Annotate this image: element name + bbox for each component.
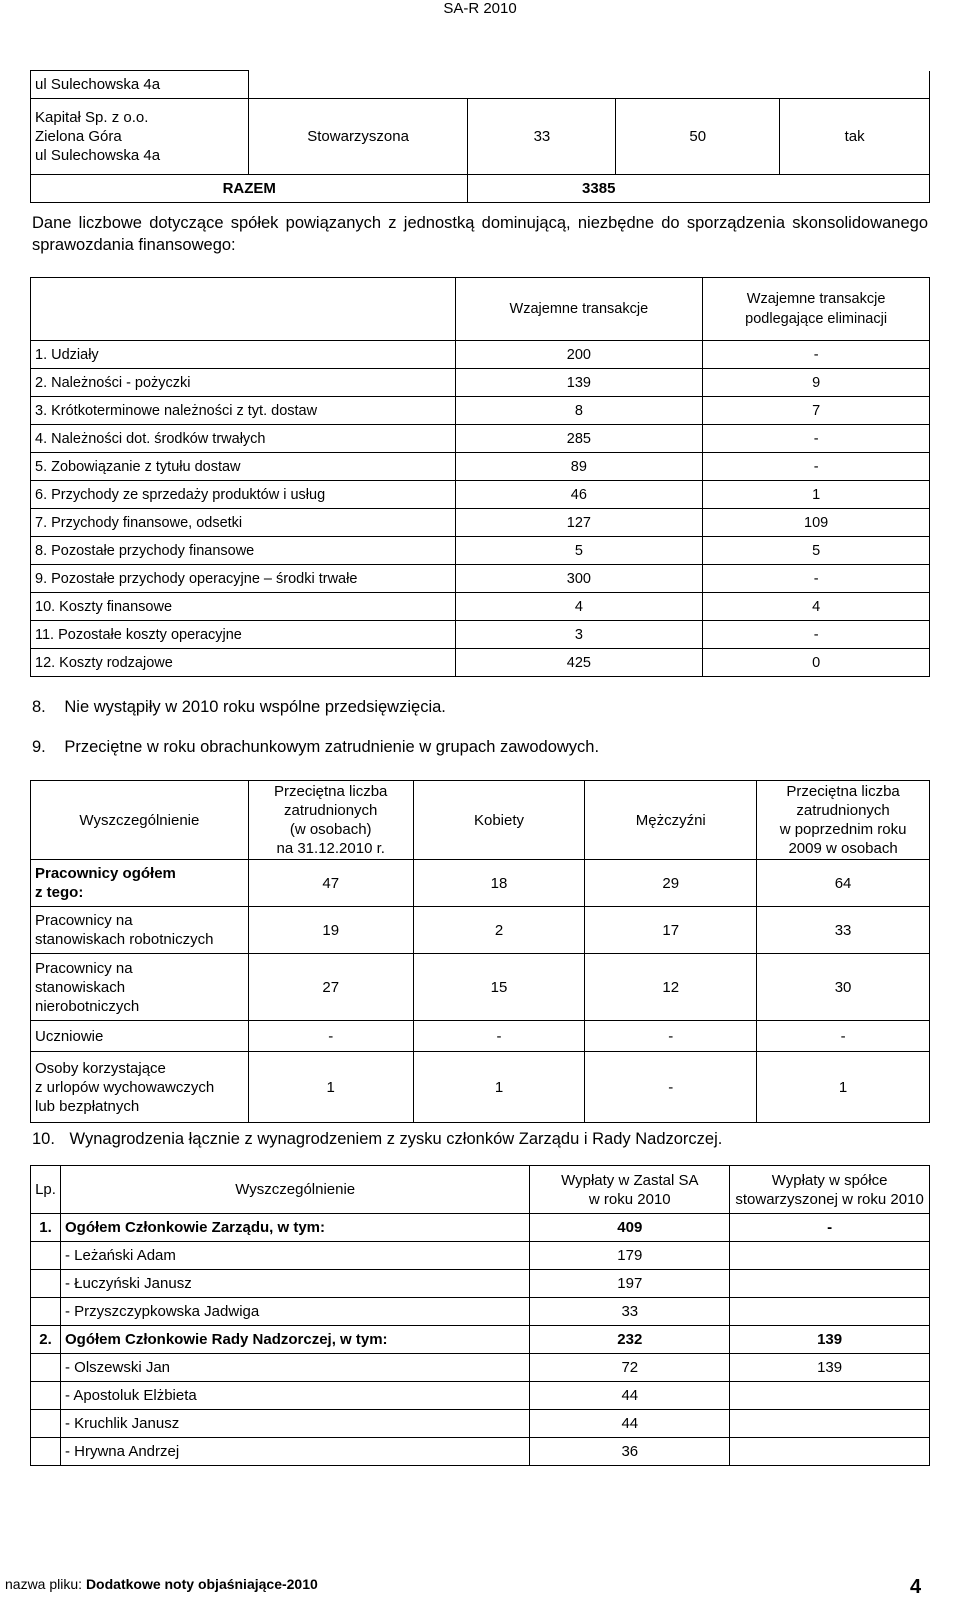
remuneration-assoc: 139 — [730, 1326, 930, 1354]
header-eliminated-line1: Wzajemne transakcje — [746, 291, 886, 307]
header-eliminated-line2: podlegające eliminacji — [745, 311, 888, 327]
remuneration-label: Ogółem Członkowie Rady Nadzorczej, w tym: — [60, 1326, 529, 1354]
transaction-eliminated-value: 7 — [703, 397, 930, 425]
remuneration-zastal: 197 — [530, 1270, 730, 1298]
pay-header-assoc — [730, 1166, 930, 1214]
employment-category-line: Pracownicy na — [35, 959, 133, 977]
header-empty — [31, 278, 456, 341]
section-10-number: 10. — [32, 1130, 55, 1148]
transaction-row — [31, 649, 930, 677]
remuneration-assoc: - — [730, 1214, 930, 1242]
remuneration-row — [31, 1382, 930, 1410]
value-1: 33 — [468, 99, 616, 175]
remuneration-assoc — [730, 1438, 930, 1466]
employment-women: 18 — [413, 860, 585, 907]
remuneration-row — [31, 1242, 930, 1270]
value-2: 50 — [616, 99, 780, 175]
address-cell: ul Sulechowska 4a — [31, 71, 249, 99]
emp-header-men: Mężczyźni — [585, 781, 757, 860]
transaction-mutual-value: 425 — [455, 649, 703, 677]
transaction-mutual-value: 3 — [455, 621, 703, 649]
emp-header-avg — [248, 781, 413, 860]
transaction-eliminated-value: - — [703, 621, 930, 649]
consolidation-paragraph: Dane liczbowe dotyczące spółek powiązanych z jednostką dominującą, niezbędne do sporządzenia skonsolidowanego sprawozdania finansowego: — [32, 214, 928, 254]
pay-header-assoc-1: Wypłaty w spółce — [771, 1171, 888, 1189]
transaction-mutual-value: 200 — [455, 341, 703, 369]
transaction-eliminated-value: 1 — [703, 481, 930, 509]
employment-row — [31, 954, 930, 1021]
remuneration-assoc — [730, 1382, 930, 1410]
company-name: Kapitał Sp. z o.o. — [35, 109, 149, 126]
remuneration-lp: 2. — [31, 1326, 61, 1354]
remuneration-row — [31, 1354, 930, 1382]
employment-row — [31, 1052, 930, 1123]
employment-category-line: lub bezpłatnych — [35, 1097, 140, 1115]
remuneration-row — [31, 1270, 930, 1298]
pay-header-lp: Lp. — [31, 1166, 61, 1214]
emp-header-spec: Wyszczególnienie — [31, 781, 249, 860]
remuneration-zastal: 179 — [530, 1242, 730, 1270]
employment-category-line: nierobotniczych — [35, 997, 140, 1015]
transaction-row — [31, 369, 930, 397]
employment-avg: 1 — [248, 1052, 413, 1123]
employment-category — [31, 1021, 249, 1052]
pay-header-zastal-2: w roku 2010 — [588, 1190, 671, 1208]
remuneration-label: - Olszewski Jan — [60, 1354, 529, 1382]
header-eliminated-transactions — [703, 278, 930, 341]
remuneration-assoc: 139 — [730, 1354, 930, 1382]
transaction-label: 8. Pozostałe przychody finansowe — [31, 537, 456, 565]
transaction-label: 12. Koszty rodzajowe — [31, 649, 456, 677]
transaction-mutual-value: 300 — [455, 565, 703, 593]
transaction-eliminated-value: - — [703, 341, 930, 369]
remuneration-lp: 1. — [31, 1214, 61, 1242]
employment-category — [31, 1052, 249, 1123]
remuneration-lp — [31, 1354, 61, 1382]
employment-women: 1 — [413, 1052, 585, 1123]
emp-header-avg-2: zatrudnionych — [284, 802, 378, 819]
relation-type: Stowarzyszona — [248, 99, 468, 175]
employment-category-line: z tego: — [35, 884, 84, 901]
remuneration-zastal: 44 — [530, 1382, 730, 1410]
employment-women: - — [413, 1021, 585, 1052]
header-mutual-transactions: Wzajemne transakcje — [455, 278, 703, 341]
transaction-eliminated-value: 4 — [703, 593, 930, 621]
transaction-label: 7. Przychody finansowe, odsetki — [31, 509, 456, 537]
employment-men: - — [585, 1021, 757, 1052]
transaction-row — [31, 481, 930, 509]
transaction-label: 4. Należności dot. środków trwałych — [31, 425, 456, 453]
footer-filename — [5, 1576, 318, 1592]
footer-page-number: 4 — [910, 1576, 922, 1598]
emp-header-prev-3: w poprzednim roku — [779, 821, 907, 838]
transaction-eliminated-value: - — [703, 453, 930, 481]
transaction-mutual-value: 127 — [455, 509, 703, 537]
section-9-text: Przeciętne w roku obrachunkowym zatrudnienie w grupach zawodowych. — [64, 738, 600, 756]
transaction-eliminated-value: - — [703, 565, 930, 593]
emp-header-avg-1: Przeciętna liczba — [274, 783, 388, 800]
employment-category-line: z urlopów wychowawczych — [35, 1078, 215, 1096]
footer-prefix: nazwa pliku: — [5, 1576, 86, 1592]
employment-category — [31, 954, 249, 1021]
total-value: 3385 — [468, 175, 930, 203]
transaction-row — [31, 341, 930, 369]
transaction-row — [31, 453, 930, 481]
emp-header-prev — [757, 781, 930, 860]
transactions-table — [30, 277, 930, 677]
associated-company-table — [30, 70, 930, 203]
employment-row — [31, 860, 930, 907]
transactions-body — [31, 341, 930, 677]
transaction-row — [31, 397, 930, 425]
section-8 — [32, 698, 446, 717]
emp-header-avg-3: (w osobach) — [289, 821, 372, 838]
remuneration-zastal: 409 — [530, 1214, 730, 1242]
employment-women: 15 — [413, 954, 585, 1021]
employment-row — [31, 1021, 930, 1052]
employment-category — [31, 860, 249, 907]
flag-value: tak — [780, 99, 930, 175]
page-header-title: SA-R 2010 — [443, 0, 517, 17]
transaction-mutual-value: 139 — [455, 369, 703, 397]
employment-women: 2 — [413, 907, 585, 954]
emp-header-prev-2: zatrudnionych — [796, 802, 890, 819]
remuneration-lp — [31, 1242, 61, 1270]
remuneration-zastal: 72 — [530, 1354, 730, 1382]
company-city: Zielona Góra — [35, 128, 122, 145]
remuneration-assoc — [730, 1298, 930, 1326]
transaction-label: 2. Należności - pożyczki — [31, 369, 456, 397]
employment-avg: 19 — [248, 907, 413, 954]
employment-men: 29 — [585, 860, 757, 907]
section-8-number: 8. — [32, 698, 46, 716]
remuneration-zastal: 36 — [530, 1438, 730, 1466]
employment-avg: 27 — [248, 954, 413, 1021]
section-10-text: Wynagrodzenia łącznie z wynagrodzeniem z zysku członków Zarządu i Rady Nadzorczej. — [69, 1130, 723, 1148]
employment-avg: - — [248, 1021, 413, 1052]
employment-prev: 30 — [757, 954, 930, 1021]
section-9-number: 9. — [32, 738, 46, 756]
employment-row — [31, 907, 930, 954]
remuneration-lp — [31, 1438, 61, 1466]
transaction-mutual-value: 285 — [455, 425, 703, 453]
transaction-mutual-value: 46 — [455, 481, 703, 509]
remuneration-zastal: 44 — [530, 1410, 730, 1438]
employment-avg: 47 — [248, 860, 413, 907]
remuneration-assoc — [730, 1242, 930, 1270]
transaction-label: 10. Koszty finansowe — [31, 593, 456, 621]
transaction-row — [31, 425, 930, 453]
transaction-mutual-value: 5 — [455, 537, 703, 565]
transaction-label: 1. Udziały — [31, 341, 456, 369]
transaction-label: 6. Przychody ze sprzedaży produktów i usług — [31, 481, 456, 509]
emp-header-prev-1: Przeciętna liczba — [786, 783, 900, 800]
transaction-row — [31, 621, 930, 649]
remuneration-label: - Łuczyński Janusz — [60, 1270, 529, 1298]
remuneration-label: - Hrywna Andrzej — [60, 1438, 529, 1466]
remuneration-row — [31, 1438, 930, 1466]
employment-prev: 1 — [757, 1052, 930, 1123]
pay-header-zastal — [530, 1166, 730, 1214]
remuneration-row — [31, 1298, 930, 1326]
emp-header-avg-4: na 31.12.2010 r. — [276, 840, 385, 857]
transaction-mutual-value: 4 — [455, 593, 703, 621]
remuneration-zastal: 33 — [530, 1298, 730, 1326]
employment-category-line: stanowiskach robotniczych — [35, 931, 214, 948]
employment-men: 17 — [585, 907, 757, 954]
employment-category-line: Osoby korzystające — [35, 1059, 166, 1077]
remuneration-assoc — [730, 1410, 930, 1438]
section-10 — [32, 1130, 722, 1149]
company-cell — [31, 99, 249, 175]
transaction-row — [31, 593, 930, 621]
remuneration-row — [31, 1410, 930, 1438]
employment-prev: - — [757, 1021, 930, 1052]
remuneration-assoc — [730, 1270, 930, 1298]
transaction-label: 3. Krótkoterminowe należności z tyt. dostaw — [31, 397, 456, 425]
transaction-eliminated-value: 5 — [703, 537, 930, 565]
remuneration-lp — [31, 1410, 61, 1438]
employment-body — [31, 860, 930, 1123]
remuneration-lp — [31, 1382, 61, 1410]
transaction-row — [31, 509, 930, 537]
employment-category — [31, 907, 249, 954]
pay-header-zastal-1: Wypłaty w Zastal SA — [561, 1171, 699, 1189]
remuneration-label: Ogółem Członkowie Zarządu, w tym: — [60, 1214, 529, 1242]
emp-header-prev-4: 2009 w osobach — [788, 840, 898, 857]
section-8-text: Nie wystąpiły w 2010 roku wspólne przedsięwzięcia. — [64, 698, 446, 716]
employment-category-line: Pracownicy na — [35, 912, 133, 929]
remuneration-label: - Przyszczypkowska Jadwiga — [60, 1298, 529, 1326]
total-label: RAZEM — [31, 175, 468, 203]
transaction-eliminated-value: - — [703, 425, 930, 453]
remuneration-zastal: 232 — [530, 1326, 730, 1354]
transaction-eliminated-value: 109 — [703, 509, 930, 537]
section-9 — [32, 738, 599, 757]
remuneration-lp — [31, 1298, 61, 1326]
pay-header-spec: Wyszczególnienie — [60, 1166, 529, 1214]
transaction-row — [31, 537, 930, 565]
transaction-row — [31, 565, 930, 593]
employment-category-line: stanowiskach — [35, 978, 126, 996]
employment-category-line: Pracownicy ogółem — [35, 865, 176, 882]
employment-prev: 64 — [757, 860, 930, 907]
remuneration-row — [31, 1214, 930, 1242]
transaction-label: 5. Zobowiązanie z tytułu dostaw — [31, 453, 456, 481]
transaction-mutual-value: 89 — [455, 453, 703, 481]
remuneration-row — [31, 1326, 930, 1354]
remuneration-label: - Kruchlik Janusz — [60, 1410, 529, 1438]
remuneration-label: - Leżański Adam — [60, 1242, 529, 1270]
transaction-mutual-value: 8 — [455, 397, 703, 425]
emp-header-women: Kobiety — [413, 781, 585, 860]
remuneration-body — [31, 1214, 930, 1466]
transaction-label: 9. Pozostałe przychody operacyjne – środki trwałe — [31, 565, 456, 593]
employment-men: 12 — [585, 954, 757, 1021]
transaction-eliminated-value: 0 — [703, 649, 930, 677]
empty-cell — [248, 71, 929, 99]
transaction-label: 11. Pozostałe koszty operacyjne — [31, 621, 456, 649]
footer-filename-value: Dodatkowe noty objaśniające-2010 — [85, 1576, 318, 1592]
remuneration-label: - Apostoluk Elżbieta — [60, 1382, 529, 1410]
employment-men: - — [585, 1052, 757, 1123]
employment-category-line: Uczniowie — [35, 1027, 104, 1045]
pay-header-assoc-2: stowarzyszonej w roku 2010 — [735, 1190, 924, 1208]
employment-prev: 33 — [757, 907, 930, 954]
remuneration-table — [30, 1165, 930, 1466]
remuneration-lp — [31, 1270, 61, 1298]
company-address: ul Sulechowska 4a — [35, 147, 161, 164]
employment-table — [30, 780, 930, 1123]
transaction-eliminated-value: 9 — [703, 369, 930, 397]
